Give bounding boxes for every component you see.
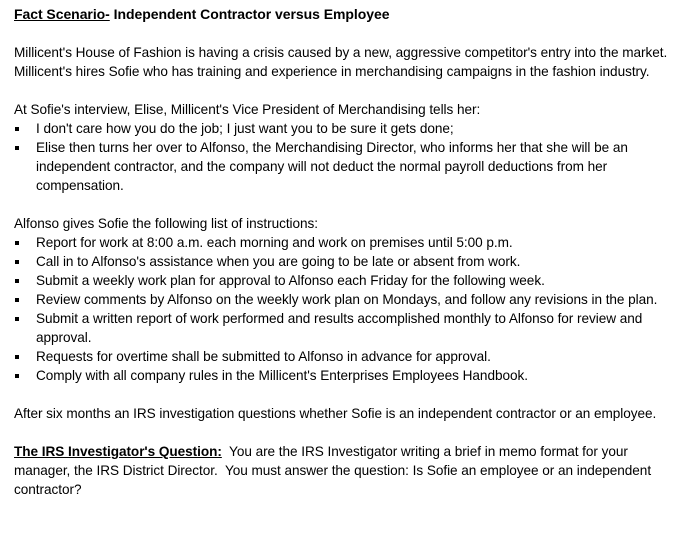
list-item <box>14 271 669 290</box>
list-item <box>14 347 669 366</box>
list-item <box>14 309 669 347</box>
list-item <box>14 233 669 252</box>
bullet-icon <box>15 317 19 321</box>
document <box>14 5 669 499</box>
list-item <box>14 138 669 195</box>
bullet-icon <box>15 279 19 283</box>
title-text: Independent Contractor versus Employee <box>109 6 390 22</box>
list-item <box>14 366 669 385</box>
list-item-text: Elise then turns her over to Alfonso, the Merchandising Director, who informs her that she will be an independent contractor, and the company will not deduct the normal payroll deductions from her compensation. <box>36 140 628 193</box>
question-text: You are the IRS Investigator writing a brief in memo format for your manager, the IRS District Director. You must answer the question: Is Sofie an employee or an independent contractor? <box>14 444 655 497</box>
list-item-text: I don't care how you do the job; I just want you to be sure it gets done; <box>36 121 454 136</box>
bullet-icon <box>15 146 19 150</box>
question-label: The IRS Investigator's Question: <box>14 444 222 459</box>
list-item-text: Report for work at 8:00 a.m. each morning and work on premises until 5:00 p.m. <box>36 235 513 250</box>
list-item-text: Call in to Alfonso's assistance when you are going to be late or absent from work. <box>36 254 521 269</box>
list-item-text: Requests for overtime shall be submitted to Alfonso in advance for approval. <box>36 349 491 364</box>
list-item-text: Comply with all company rules in the Millicent's Enterprises Employees Handbook. <box>36 368 528 383</box>
bullet-icon <box>15 374 19 378</box>
bullet-icon <box>15 241 19 245</box>
title-prefix: Fact Scenario- <box>14 6 110 22</box>
bullet-icon <box>15 127 19 131</box>
bullet-icon <box>15 355 19 359</box>
bullet-icon <box>15 260 19 264</box>
document-title <box>14 5 669 24</box>
list-item <box>14 252 669 271</box>
instructions-lead: Alfonso gives Sofie the following list of instructions: <box>14 216 319 231</box>
list-item <box>14 290 669 309</box>
list-item-text: Submit a written report of work performed and results accomplished monthly to Alfonso for review and approval. <box>36 311 643 345</box>
list-item <box>14 119 669 138</box>
intro-paragraph: Millicent's House of Fashion is having a crisis caused by a new, aggressive competitor's entry into the market. Millicent's hires Sofie who has training and experience in merchandising campaigns in the fashion industry. <box>14 45 668 79</box>
question-paragraph <box>14 442 669 499</box>
interview-list <box>14 119 669 195</box>
list-item-text: Review comments by Alfonso on the weekly work plan on Mondays, and follow any revisions in the plan. <box>36 292 658 307</box>
list-item-text: Submit a weekly work plan for approval to Alfonso each Friday for the following week. <box>36 273 545 288</box>
instructions-list <box>14 233 669 385</box>
interview-lead: At Sofie's interview, Elise, Millicent's Vice President of Merchandising tells her: <box>14 102 481 117</box>
bullet-icon <box>15 298 19 302</box>
investigation-paragraph: After six months an IRS investigation questions whether Sofie is an independent contractor or an employee. <box>14 406 657 421</box>
